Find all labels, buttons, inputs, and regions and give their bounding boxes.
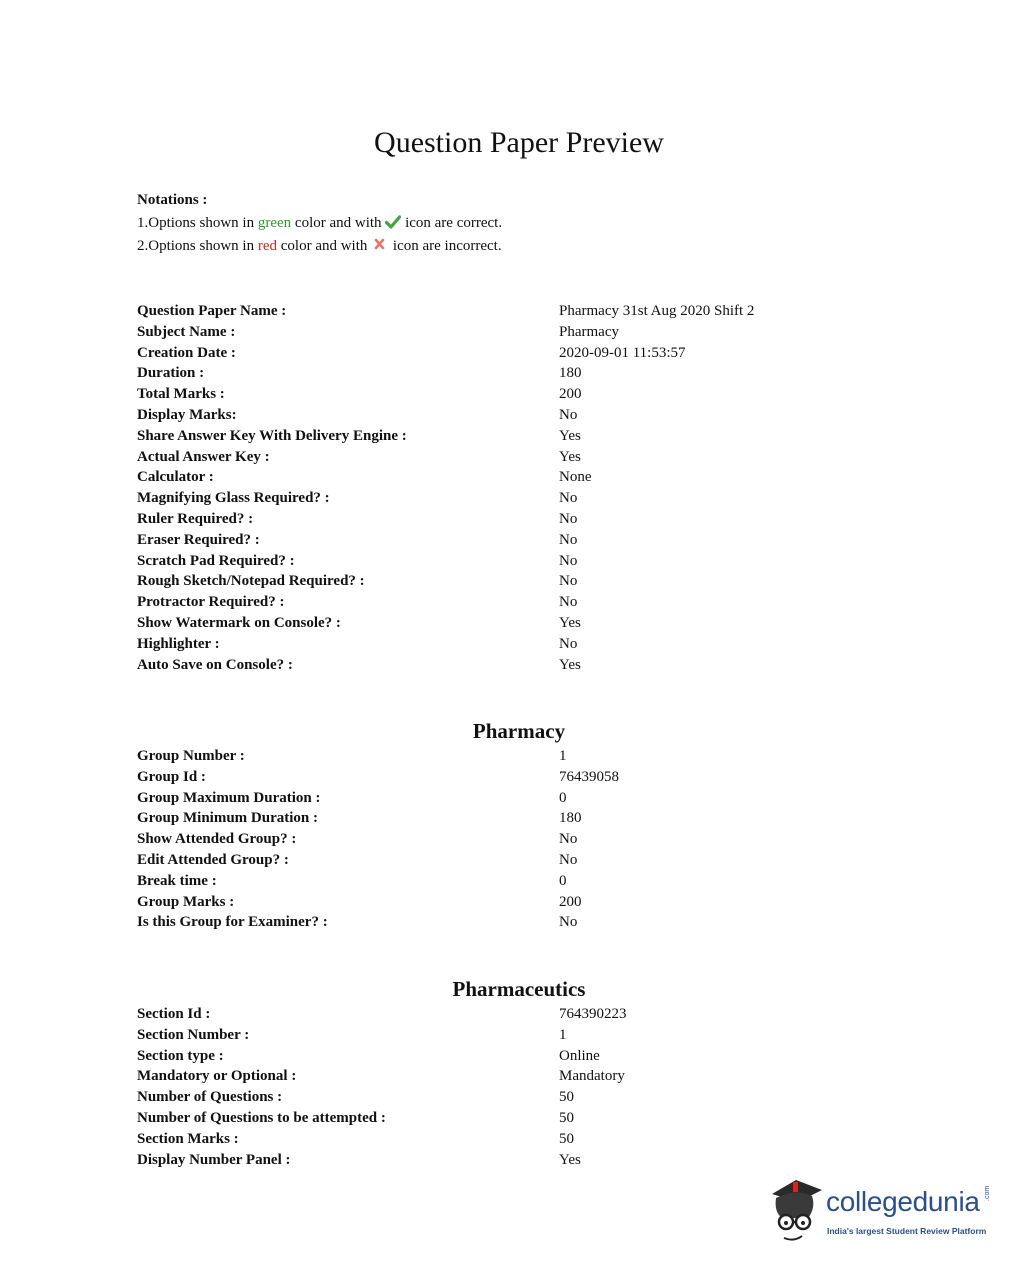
detail-label: Question Paper Name : — [137, 303, 287, 319]
detail-row — [137, 447, 754, 468]
detail-value: No — [559, 510, 578, 527]
detail-label: Display Marks: — [137, 406, 237, 423]
detail-value: Yes — [559, 656, 581, 673]
detail-value: 50 — [559, 1089, 574, 1106]
detail-value: 76439058 — [559, 768, 619, 785]
logo-wordmark: collegedunia — [826, 1186, 980, 1217]
detail-row — [137, 571, 754, 592]
detail-label: Mandatory or Optional : — [137, 1068, 297, 1085]
detail-label: Edit Attended Group? : — [137, 851, 289, 868]
detail-label: Duration : — [137, 365, 205, 382]
detail-value: 200 — [559, 893, 582, 910]
detail-value: None — [559, 469, 592, 486]
detail-label: Group Id : — [137, 768, 206, 785]
logo-tagline: India's largest Student Review Platform — [827, 1226, 987, 1236]
detail-row — [137, 426, 754, 447]
detail-row — [137, 1004, 627, 1025]
detail-label: Section Id : — [137, 1006, 211, 1022]
detail-row — [137, 322, 754, 343]
detail-value: Pharmacy — [559, 323, 619, 340]
detail-value: 200 — [559, 386, 582, 403]
detail-label: Group Number : — [137, 748, 245, 764]
detail-row — [137, 467, 754, 488]
detail-row — [137, 1150, 627, 1171]
detail-label: Highlighter : — [137, 635, 220, 652]
detail-row — [137, 829, 619, 850]
detail-value: Yes — [559, 427, 581, 444]
detail-value: Mandatory — [559, 1068, 625, 1085]
detail-row — [137, 1025, 627, 1046]
cross-icon — [371, 238, 389, 254]
detail-label: Creation Date : — [137, 344, 236, 361]
detail-value: Yes — [559, 448, 581, 465]
detail-label: Magnifying Glass Required? : — [137, 490, 330, 507]
detail-value: 1 — [559, 1026, 567, 1043]
detail-value: Yes — [559, 614, 581, 631]
detail-value: No — [559, 552, 578, 569]
detail-label: Calculator : — [137, 469, 214, 486]
detail-label: Number of Questions to be attempted : — [137, 1109, 386, 1126]
detail-row — [137, 892, 619, 913]
detail-label: Auto Save on Console? : — [137, 656, 293, 673]
detail-label: Actual Answer Key : — [137, 448, 270, 465]
notations — [137, 189, 502, 258]
detail-value: 50 — [559, 1130, 574, 1147]
detail-row — [137, 1108, 627, 1129]
detail-label: Display Number Panel : — [137, 1151, 291, 1168]
notation-text: icon are incorrect. — [389, 238, 502, 254]
group-details-table — [137, 746, 619, 933]
detail-row — [137, 488, 754, 509]
detail-value: No — [559, 635, 578, 652]
detail-label: Eraser Required? : — [137, 531, 260, 548]
detail-value: 0 — [559, 872, 567, 889]
detail-row — [137, 509, 754, 530]
check-icon — [385, 215, 401, 231]
detail-value: No — [559, 490, 578, 507]
notation-text: 1.Options shown in — [137, 215, 258, 231]
detail-row — [137, 592, 754, 613]
detail-value: 50 — [559, 1109, 574, 1126]
detail-row — [137, 1129, 627, 1150]
detail-row — [137, 343, 754, 364]
detail-label: Share Answer Key With Delivery Engine : — [137, 427, 407, 444]
detail-value: 2020-09-01 11:53:57 — [559, 344, 686, 361]
notation-line-correct — [137, 212, 502, 235]
detail-label: Section Marks : — [137, 1130, 239, 1147]
logo-domain: .com — [984, 1185, 991, 1201]
detail-value: Online — [559, 1047, 600, 1064]
detail-row — [137, 871, 619, 892]
detail-row — [137, 384, 754, 405]
notation-text: icon are correct. — [401, 215, 503, 231]
detail-label: Protractor Required? : — [137, 594, 285, 611]
group-title: Pharmacy — [472, 719, 566, 743]
detail-label: Ruler Required? : — [137, 510, 254, 527]
notation-text: 2.Options shown in — [137, 238, 258, 254]
detail-value: No — [559, 831, 578, 848]
detail-label: Group Minimum Duration : — [137, 810, 318, 827]
detail-label: Section type : — [137, 1047, 224, 1064]
notations-label: Notations : — [137, 192, 208, 208]
detail-row — [137, 767, 619, 788]
detail-value: 764390223 — [559, 1006, 627, 1022]
red-word: red — [257, 238, 277, 254]
detail-label: Number of Questions : — [137, 1089, 283, 1106]
detail-row — [137, 788, 619, 809]
detail-value: No — [559, 573, 578, 590]
detail-value: 0 — [559, 789, 567, 806]
notation-text: color and with — [291, 215, 386, 231]
page-title: Question Paper Preview — [374, 126, 664, 159]
detail-value: No — [559, 531, 578, 548]
detail-row — [137, 1046, 627, 1067]
mascot-icon — [768, 1178, 826, 1248]
detail-value: No — [559, 851, 578, 868]
section-title: Pharmaceutics — [452, 977, 586, 1001]
detail-label: Show Attended Group? : — [137, 831, 297, 848]
detail-label: Show Watermark on Console? : — [137, 614, 341, 631]
detail-row — [137, 530, 754, 551]
detail-value: No — [559, 914, 578, 931]
detail-value: 180 — [559, 365, 582, 382]
section-details-table — [137, 1004, 627, 1170]
paper-details-table — [137, 301, 754, 675]
notation-line-incorrect — [137, 235, 502, 258]
detail-label: Scratch Pad Required? : — [137, 552, 295, 569]
detail-label: Subject Name : — [137, 323, 236, 340]
detail-row — [137, 405, 754, 426]
detail-label: Is this Group for Examiner? : — [137, 914, 328, 931]
detail-value: Pharmacy 31st Aug 2020 Shift 2 — [559, 303, 755, 319]
detail-value: 1 — [559, 748, 567, 764]
detail-row — [137, 551, 754, 572]
detail-value: Yes — [559, 1151, 581, 1168]
detail-value: No — [559, 406, 578, 423]
detail-label: Group Maximum Duration : — [137, 789, 321, 806]
detail-label: Total Marks : — [137, 386, 225, 403]
collegedunia-logo — [768, 1178, 998, 1248]
detail-label: Break time : — [137, 872, 217, 889]
detail-row — [137, 1087, 627, 1108]
detail-row — [137, 363, 754, 384]
detail-row — [137, 301, 754, 322]
detail-value: No — [559, 594, 578, 611]
detail-row — [137, 655, 754, 676]
detail-row — [137, 912, 619, 933]
detail-label: Group Marks : — [137, 893, 235, 910]
detail-row — [137, 613, 754, 634]
detail-row — [137, 808, 619, 829]
detail-label: Section Number : — [137, 1026, 250, 1043]
detail-row — [137, 850, 619, 871]
notation-text: color and with — [277, 238, 372, 254]
detail-row — [137, 746, 619, 767]
green-word: green — [257, 215, 292, 231]
detail-label: Rough Sketch/Notepad Required? : — [137, 573, 365, 590]
detail-row — [137, 634, 754, 655]
detail-row — [137, 1066, 627, 1087]
detail-value: 180 — [559, 810, 582, 827]
